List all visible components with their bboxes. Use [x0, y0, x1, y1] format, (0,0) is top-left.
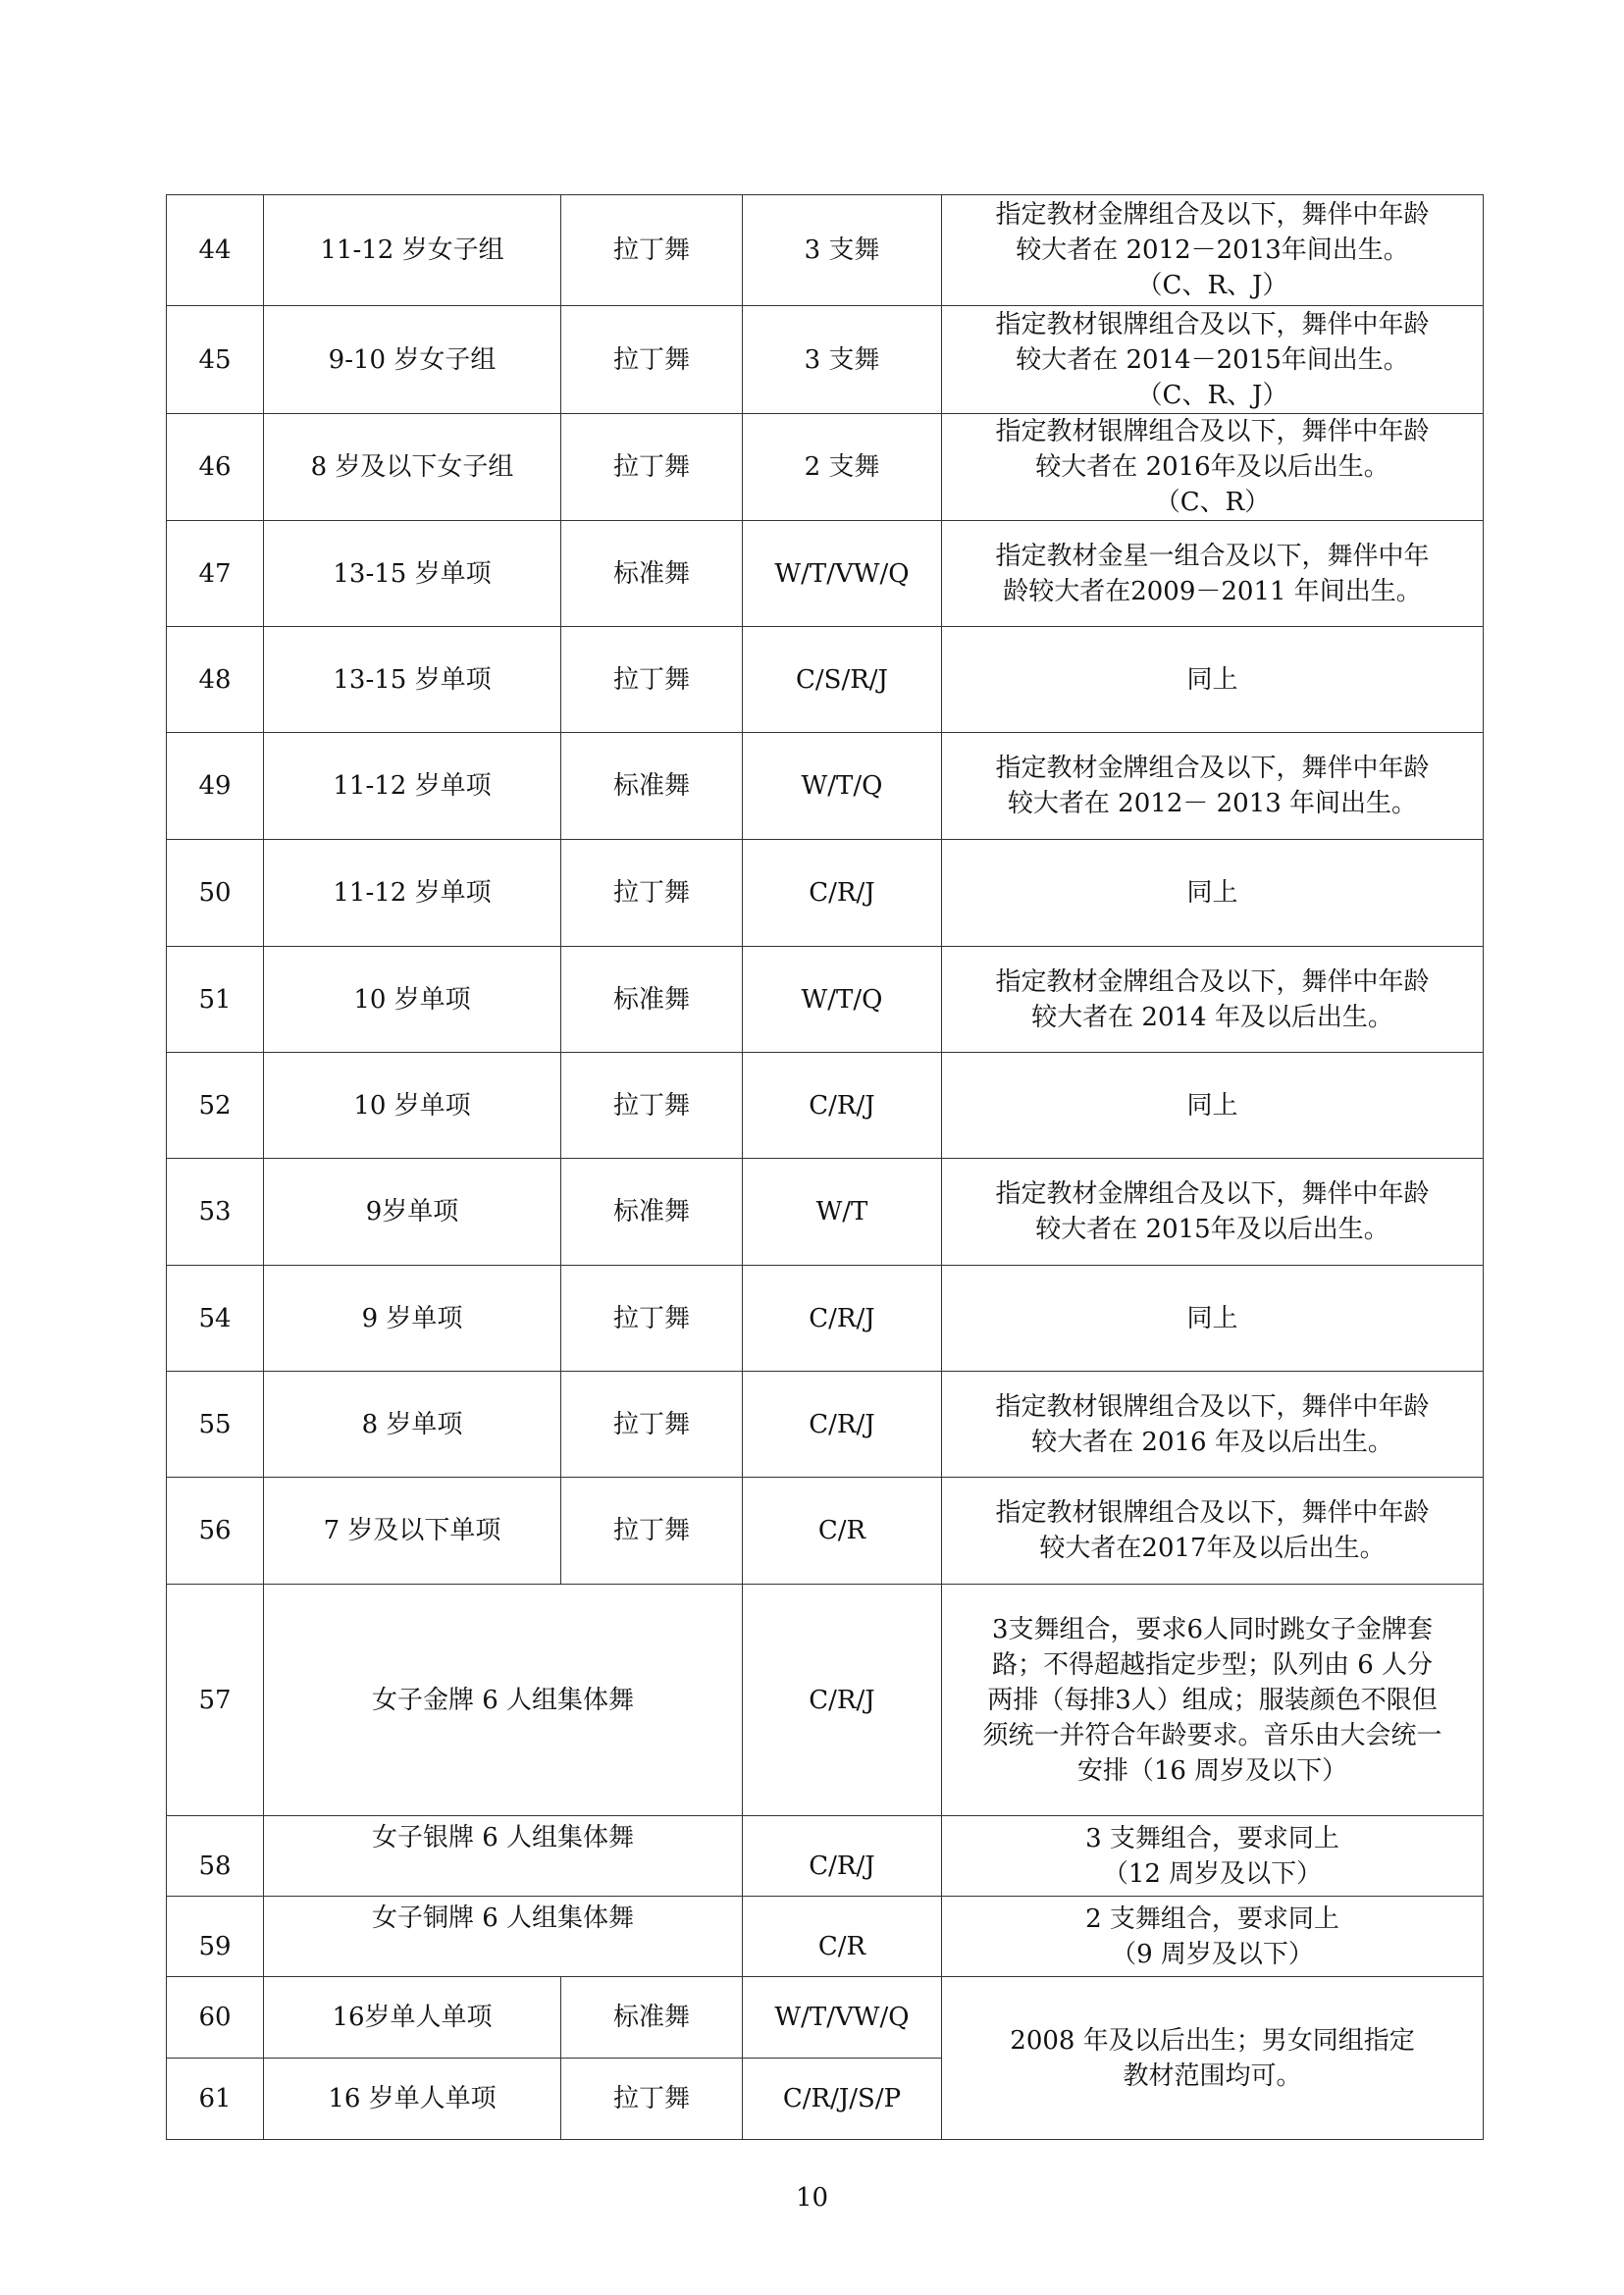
dances-cell: W/T	[743, 1159, 942, 1266]
dances-cell: C/R/J	[743, 1372, 942, 1478]
group-cell: 9岁单项	[264, 1159, 561, 1266]
note-line: 指定教材银牌组合及以下，舞伴中年龄	[995, 417, 1430, 446]
note-cell	[942, 1585, 1484, 1816]
table-body	[167, 195, 1484, 2140]
table-row	[167, 1816, 1484, 1897]
group-cell: 16 岁单人单项	[264, 2059, 561, 2140]
dances-cell: C/R/J	[743, 1816, 942, 1897]
category-cell: 拉丁舞	[561, 306, 743, 414]
row-number: 46	[167, 414, 264, 521]
table-row	[167, 947, 1484, 1053]
note-cell	[942, 1897, 1484, 1977]
group-cell: 女子金牌 6 人组集体舞	[264, 1585, 743, 1816]
dances-cell: C/R/J	[743, 1053, 942, 1159]
group-cell: 11-12 岁单项	[264, 733, 561, 840]
note-line: 较大者在 2016 年及以后出生。	[1031, 1427, 1393, 1457]
dances-cell: C/R	[743, 1478, 942, 1585]
note-line: 须统一并符合年龄要求。音乐由大会统一	[982, 1720, 1442, 1750]
dances-cell: C/R/J	[743, 1266, 942, 1372]
dances-cell: 3 支舞	[743, 195, 942, 306]
category-cell: 拉丁舞	[561, 840, 743, 947]
dances-cell: C/R/J	[743, 840, 942, 947]
note-line: 指定教材金牌组合及以下，舞伴中年龄	[995, 966, 1430, 997]
note-cell	[942, 1053, 1484, 1159]
note-line: （12 周岁及以下）	[1102, 1858, 1323, 1889]
group-cell: 10 岁单项	[264, 1053, 561, 1159]
group-cell: 9-10 岁女子组	[264, 306, 561, 414]
note-cell	[942, 306, 1484, 414]
group-cell: 16岁单人单项	[264, 1977, 561, 2059]
table-row	[167, 414, 1484, 521]
note-line: （9 周岁及以下）	[1111, 1939, 1314, 1969]
category-cell: 拉丁舞	[561, 2059, 743, 2140]
group-cell: 8 岁及以下女子组	[264, 414, 561, 521]
note-cell	[942, 521, 1484, 627]
dances-cell: W/T/Q	[743, 733, 942, 840]
note-line: 同上	[1186, 1090, 1238, 1121]
note-cell	[942, 1816, 1484, 1897]
note-line: 较大者在2017年及以后出生。	[1039, 1534, 1386, 1563]
note-cell	[942, 840, 1484, 947]
group-cell: 13-15 岁单项	[264, 521, 561, 627]
category-cell: 标准舞	[561, 521, 743, 627]
category-cell: 标准舞	[561, 1159, 743, 1266]
note-line: 安排（16 周岁及以下）	[1076, 1755, 1348, 1786]
note-cell	[942, 627, 1484, 733]
table-row	[167, 733, 1484, 840]
note-line: 3支舞组合，要求6人同时跳女子金牌套	[991, 1614, 1434, 1644]
note-line: 较大者在 2015年及以后出生。	[1035, 1215, 1389, 1244]
dances-cell: W/T/VW/Q	[743, 1977, 942, 2059]
page-number: 10	[795, 2183, 829, 2213]
row-number: 55	[167, 1372, 264, 1478]
note-line: （C、R）	[1154, 488, 1271, 517]
dances-cell: C/S/R/J	[743, 627, 942, 733]
note-line: 指定教材金牌组合及以下，舞伴中年龄	[995, 1179, 1430, 1209]
table-row	[167, 840, 1484, 947]
note-line: 指定教材银牌组合及以下，舞伴中年龄	[995, 309, 1430, 339]
shared-note-cell	[942, 1977, 1484, 2140]
competition-table	[166, 194, 1484, 2140]
group-cell: 8 岁单项	[264, 1372, 561, 1478]
dances-cell: C/R/J	[743, 1585, 942, 1816]
note-line: 较大者在 2012－2013年间出生。	[1016, 235, 1409, 265]
row-number: 53	[167, 1159, 264, 1266]
table-row	[167, 1053, 1484, 1159]
note-line: 2008 年及以后出生；男女同组指定	[1010, 2025, 1415, 2056]
category-cell: 拉丁舞	[561, 627, 743, 733]
note-line: 指定教材金牌组合及以下，舞伴中年龄	[995, 754, 1430, 783]
row-number: 48	[167, 627, 264, 733]
group-cell: 7 岁及以下单项	[264, 1478, 561, 1585]
table-row	[167, 1585, 1484, 1816]
note-line: 较大者在 2016年及以后出生。	[1035, 452, 1389, 482]
group-cell: 9 岁单项	[264, 1266, 561, 1372]
note-line: 指定教材金星一组合及以下，舞伴中年	[995, 541, 1430, 571]
table-row	[167, 1372, 1484, 1478]
note-line: 较大者在 2014－2015年间出生。	[1016, 344, 1409, 375]
table-row	[167, 306, 1484, 414]
group-cell: 11-12 岁单项	[264, 840, 561, 947]
note-cell	[942, 733, 1484, 840]
table-row	[167, 1159, 1484, 1266]
note-cell	[942, 1372, 1484, 1478]
category-cell: 拉丁舞	[561, 195, 743, 306]
row-number: 54	[167, 1266, 264, 1372]
category-cell: 标准舞	[561, 1977, 743, 2059]
note-cell	[942, 195, 1484, 306]
note-line: 较大者在 2014 年及以后出生。	[1031, 1002, 1393, 1032]
note-cell	[942, 1478, 1484, 1585]
row-number: 59	[167, 1897, 264, 1977]
dances-cell: C/R	[743, 1897, 942, 1977]
note-line: 两排（每排3人）组成；服装颜色不限但	[987, 1685, 1438, 1715]
table-row	[167, 627, 1484, 733]
table-row	[167, 1897, 1484, 1977]
row-number: 51	[167, 947, 264, 1053]
group-cell: 11-12 岁女子组	[264, 195, 561, 306]
row-number: 44	[167, 195, 264, 306]
row-number: 47	[167, 521, 264, 627]
table-row	[167, 195, 1484, 306]
table-row	[167, 1977, 1484, 2059]
category-cell: 拉丁舞	[561, 1266, 743, 1372]
note-line: 同上	[1186, 1303, 1238, 1333]
note-cell	[942, 947, 1484, 1053]
note-cell	[942, 1266, 1484, 1372]
dances-cell: W/T/VW/Q	[743, 521, 942, 627]
category-cell: 标准舞	[561, 947, 743, 1053]
dances-cell: C/R/J/S/P	[743, 2059, 942, 2140]
table-row	[167, 1266, 1484, 1372]
note-line: （C、R、J）	[1136, 271, 1288, 300]
note-line: 龄较大者在2009－2011 年间出生。	[1003, 576, 1422, 606]
row-number: 58	[167, 1816, 264, 1897]
group-cell: 13-15 岁单项	[264, 627, 561, 733]
note-line: 3 支舞组合，要求同上	[1085, 1823, 1339, 1853]
note-line: 较大者在 2012－ 2013 年间出生。	[1007, 789, 1418, 818]
table-row	[167, 521, 1484, 627]
note-line: 指定教材银牌组合及以下，舞伴中年龄	[995, 1498, 1430, 1528]
category-cell: 拉丁舞	[561, 1372, 743, 1478]
note-line: 同上	[1186, 878, 1238, 908]
note-line: 2 支舞组合，要求同上	[1085, 1904, 1339, 1934]
category-cell: 拉丁舞	[561, 1478, 743, 1585]
dances-cell: 2 支舞	[743, 414, 942, 521]
category-cell: 标准舞	[561, 733, 743, 840]
note-line: 同上	[1186, 664, 1238, 695]
note-cell	[942, 1159, 1484, 1266]
category-cell: 拉丁舞	[561, 1053, 743, 1159]
row-number: 57	[167, 1585, 264, 1816]
row-number: 52	[167, 1053, 264, 1159]
row-number: 45	[167, 306, 264, 414]
category-cell: 拉丁舞	[561, 414, 743, 521]
row-number: 56	[167, 1478, 264, 1585]
note-cell	[942, 414, 1484, 521]
group-cell: 女子铜牌 6 人组集体舞	[264, 1897, 743, 1977]
row-number: 60	[167, 1977, 264, 2059]
group-cell: 女子银牌 6 人组集体舞	[264, 1816, 743, 1897]
group-cell: 10 岁单项	[264, 947, 561, 1053]
note-line: 路；不得超越指定步型；队列由 6 人分	[991, 1649, 1434, 1680]
dances-cell: 3 支舞	[743, 306, 942, 414]
note-line: （C、R、J）	[1136, 380, 1288, 410]
row-number: 49	[167, 733, 264, 840]
row-number: 61	[167, 2059, 264, 2140]
note-line: 指定教材银牌组合及以下，舞伴中年龄	[995, 1391, 1430, 1422]
note-line: 教材范围均可。	[1123, 2060, 1302, 2091]
row-number: 50	[167, 840, 264, 947]
table-row	[167, 1478, 1484, 1585]
dances-cell: W/T/Q	[743, 947, 942, 1053]
note-line: 指定教材金牌组合及以下，舞伴中年龄	[995, 200, 1430, 230]
